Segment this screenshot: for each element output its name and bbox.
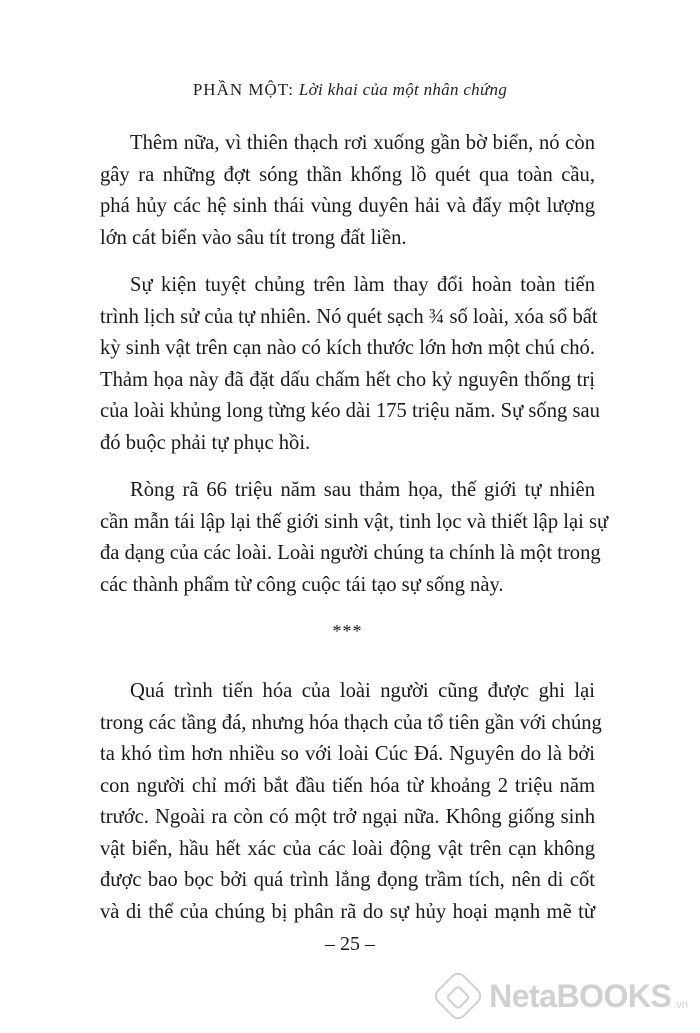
watermark: [439, 977, 688, 1015]
text-line: trình lịch sử của tự nhiên. Nó quét sạch ¾ số loài, xóa sổ bất: [100, 305, 598, 328]
text-line: phá hủy các hệ sinh thái vùng duyên hải và đẩy một lượng: [100, 195, 595, 217]
text-line: con người chỉ mới bắt đầu tiến hóa từ khoảng 2 triệu năm: [100, 774, 595, 797]
text-line: cần mẫn tái lập lại thế giới sinh vật, tinh lọc và thiết lập lại sự: [100, 510, 609, 533]
paragraph: [100, 676, 602, 928]
text-line: trước. Ngoài ra còn có một trở ngại nữa. Không giống sinh: [100, 806, 595, 828]
text-line: kỳ sinh vật trên cạn nào có kích thước lớn hơn một chú chó.: [100, 337, 595, 359]
text-line: vật biển, hầu hết xác của các loài động vật trên cạn không: [100, 837, 595, 860]
text-line: đa dạng của các loài. Loài người chúng ta chính là một trong: [100, 542, 601, 564]
running-head-part: PHẦN MỘT:: [192, 80, 295, 99]
text-line: gây ra những đợt sóng thần khổng lồ quét qua toàn cầu,: [100, 163, 595, 186]
text-line: được bao bọc bởi quá trình lắng đọng trầm tích, nên di cốt: [100, 869, 595, 891]
text-line: ta khó tìm hơn nhiều so với loài Cúc Đá. Nguyên do là bởi: [100, 743, 595, 765]
paragraph: [100, 270, 600, 459]
watermark-text: NetaBOOKS: [489, 978, 672, 1014]
text-line: Sự kiện tuyệt chủng trên làm thay đổi hoàn toàn tiến: [130, 274, 595, 296]
text-line: Ròng rã 66 triệu năm sau thảm họa, thế giới tự nhiên: [130, 479, 595, 501]
text-line: đó buộc phải tự phục hồi.: [100, 431, 311, 454]
paragraph: [100, 128, 595, 254]
text-line: Thêm nữa, vì thiên thạch rơi xuống gần bờ biển, nó còn: [130, 132, 595, 154]
text-line: trong các tầng đá, nhưng hóa thạch của tổ tiên gần với chúng: [100, 711, 602, 734]
text-line: và di thể của chúng bị phân rã do sự hủy hoại mạnh mẽ từ: [100, 900, 595, 923]
watermark-suffix: .vn: [673, 999, 688, 1011]
paragraph: [100, 475, 609, 601]
text-line: của loài khủng long từng kéo dài 175 triệu năm. Sự sống sau: [100, 400, 600, 422]
running-head-title: Lời khai của một nhân chứng: [298, 80, 508, 99]
running-head: [0, 80, 700, 100]
body-text: [100, 128, 609, 944]
text-line: Thảm họa này đã đặt dấu chấm hết cho kỷ nguyên thống trị: [100, 368, 595, 391]
section-separator: ***: [332, 621, 363, 641]
page-number: – 25 –: [325, 933, 375, 955]
text-line: Quá trình tiến hóa của loài người cũng được ghi lại: [130, 680, 595, 702]
text-line: lớn cát biển vào sâu tít trong đất liền.: [100, 226, 407, 249]
text-line: các thành phẩm từ công cuộc tái tạo sự sống này.: [100, 573, 504, 596]
netabooks-logo-icon: [431, 969, 485, 1023]
